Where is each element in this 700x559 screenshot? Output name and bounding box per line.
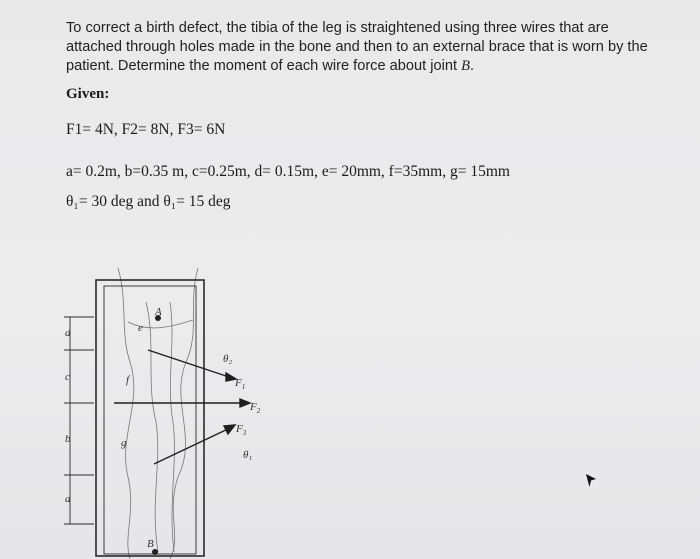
- label-B: B: [147, 538, 154, 550]
- label-e: e: [138, 322, 143, 334]
- given-heading: Given:: [66, 86, 110, 102]
- given-forces: F1= 4N, F2= 8N, F3= 6N: [66, 121, 226, 138]
- label-a: a: [65, 493, 71, 505]
- label-theta2: θ₂: [223, 353, 233, 365]
- label-f: f: [126, 374, 130, 386]
- label-g: g: [121, 437, 127, 449]
- label-c: c: [65, 371, 70, 383]
- arrow-cursor-icon: [584, 473, 598, 489]
- tibia-brace-figure: [58, 262, 278, 559]
- label-d: d: [65, 327, 71, 339]
- given-angles: θ₁= 30 deg and θ₁= 15 deg: [66, 193, 231, 210]
- problem-statement: [66, 19, 666, 76]
- label-F1: $F_1$: [235, 377, 246, 391]
- label-F3: $F_3$: [236, 423, 247, 437]
- label-theta1: θ₁: [243, 449, 253, 461]
- label-b: b: [65, 433, 71, 445]
- label-F2: $F_2$: [250, 401, 261, 415]
- problem-joint: B: [461, 58, 470, 74]
- problem-text: To correct a birth defect, the tibia of the leg is straightened using three wires that are attached through holes made in the bone and then to an external brace that is worn by the patient. Determine the moment of each wire force about joint: [66, 20, 648, 74]
- label-A: A: [155, 306, 162, 318]
- problem-period: .: [469, 58, 475, 74]
- given-dimensions: a= 0.2m, b=0.35 m, c=0.25m, d= 0.15m, e= 20mm, f=35mm, g= 15mm: [66, 163, 510, 180]
